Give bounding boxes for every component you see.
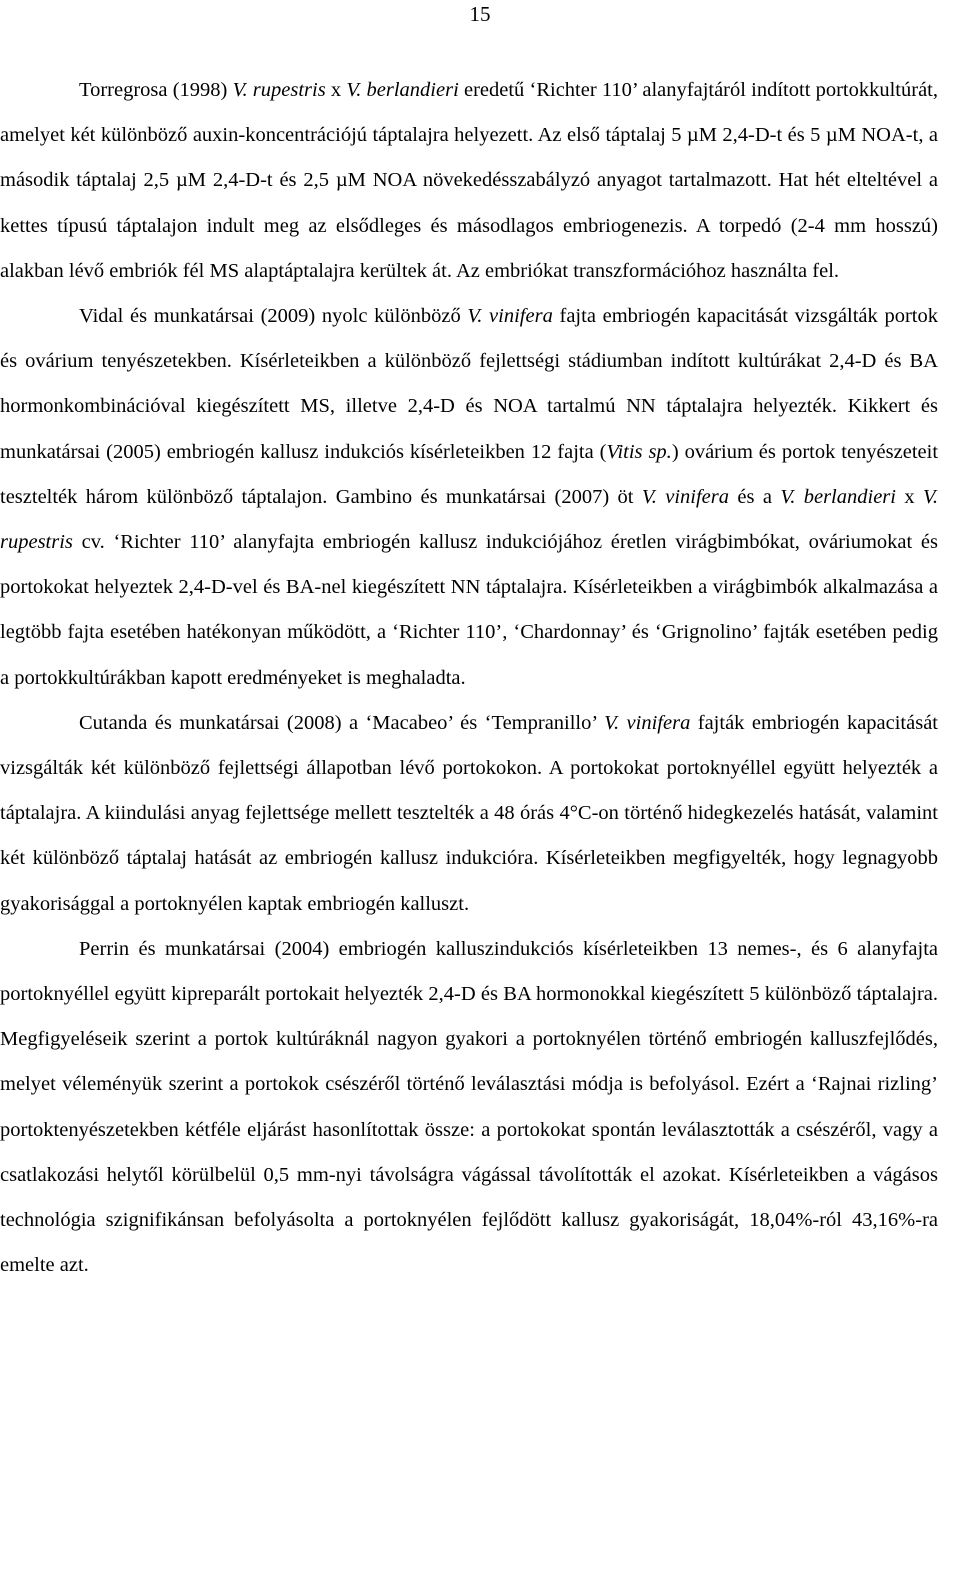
paragraph-cutanda xyxy=(0,701,938,927)
italic-taxon-text: V. vinifera xyxy=(604,711,691,734)
text-segment: fajta embriogén kapacitását vizsgálták portok és ovárium tenyészetekben. Kísérleteikben a különböző fejlettségi stádiumban indított kultúrákat 2,4-D és BA hormonkombinációval kiegészített MS, illetve 2,4-D és NOA tartalmú NN táptalajra helyezték. Kikkert és munkatársai (2005) embriogén kallusz indukciós kísérleteikben 12 fajta ( xyxy=(0,305,938,463)
text-segment: eredetű ‘Richter 110’ alanyfajtáról indított portokkultúrát, amelyet két különböző auxin-koncentrációjú táptalajra helyezett. Az első táptalaj 5 µM 2,4-D-t és 5 µM NOA-t, a második táptalaj 2,5 µM 2,4-D-t és 2,5 µM NOA növekedésszabályzó anyagot tartalmazott. Hat hét elteltével a kettes típusú táptalajon indult meg az elsődleges és másodlagos embriogenezis. A torpedó (2-4 mm hosszú) alakban lévő embriók fél MS alaptáptalajra kerültek át. Az embriókat transzformációhoz használta fel. xyxy=(0,79,938,282)
text-segment: fajták embriogén kapacitását vizsgálták két különböző fejlettségi állapotban lévő portokokon. A portokokat portoknyéllel együtt helyezték a táptalajra. A kiindulási anyag fejlettsége mellett tesztelték a 48 órás 4°C-on történő hidegkezelés hatását, valamint két különböző táptalaj hatását az embriogén kallusz indukcióra. Kísérleteikben megfigyelték, hogy legnagyobb gyakorisággal a portoknyélen kaptak embriogén kalluszt. xyxy=(0,711,938,915)
text-segment: és a xyxy=(729,485,781,508)
text-segment: Vidal és munkatársai (2009) nyolc különböző xyxy=(79,305,468,328)
italic-taxon-text: V. berlandieri xyxy=(346,79,459,101)
paragraph-vidal xyxy=(0,294,938,701)
text-segment: ) ovárium és portok tenyészeteit tesztelték három különböző táptalajon. Gambino és munkatársai (2007) öt xyxy=(0,440,939,508)
paragraph-torregrosa xyxy=(0,68,938,294)
italic-taxon-text: V. vinifera xyxy=(467,305,553,328)
italic-taxon-text: V. rupestris xyxy=(232,79,326,101)
italic-taxon-text: V. berlandieri xyxy=(780,485,896,508)
italic-taxon-text: V. vinifera xyxy=(641,485,730,508)
text-segment: Cutanda és munkatársai (2008) a ‘Macabeo’ és ‘Tempranillo’ xyxy=(79,711,605,734)
text-segment: x xyxy=(895,485,923,508)
text-segment: Torregrosa (1998) xyxy=(79,79,233,101)
italic-taxon-text: V. rupestris xyxy=(0,485,938,554)
page-number: 15 xyxy=(469,2,491,26)
text-segment: Perrin és munkatársai (2004) embriogén kalluszindukciós kísérleteikben 13 nemes-, és 6 alanyfajta portoknyéllel együtt kipreparált portokait helyezték 2,4-D és BA hormonokkal kiegészített 5 különböző táptalajra. Megfigyeléseik szerint a portok kultúráknál nagyon gyakori a portoknyélen történő embriogén kalluszfejlődés, melyet véleményük szerint a portokok csészéről történő leválasztási módja is befolyásol. Ezért a ‘Rajnai rizling’ portoktenyészetekben kétféle eljárást hasonlítottak össze: a portokokat spontán leválasztották a csészéről, vagy a csatlakozási helytől körülbelül 0,5 mm-nyi távolságra vágással távolították el azokat. Kísérleteikben a vágásos technológia szignifikánsan befolyásolta a portoknyélen fejlődött kallusz gyakoriságát, 18,04%-ról 43,16%-ra emelte azt. xyxy=(0,937,938,1277)
document-body xyxy=(0,68,938,1288)
text-segment: cv. ‘Richter 110’ alanyfajta embriogén kallusz indukciójához éretlen virágbimbókat, ováriumokat és portokokat helyeztek 2,4-D-vel és BA-nel kiegészített NN táptalajra. Kísérleteikben a virágbimbók alkalmazása a legtöbb fajta esetében hatékonyan működött, a ‘Richter 110’, ‘Chardonnay’ és ‘Grignolino’ fajták esetében pedig a portokkultúrákban kapott eredményeket is meghaladta. xyxy=(0,531,938,689)
italic-taxon-text: Vitis sp. xyxy=(606,440,672,463)
paragraph-perrin xyxy=(0,927,938,1289)
text-segment: x xyxy=(325,79,347,101)
